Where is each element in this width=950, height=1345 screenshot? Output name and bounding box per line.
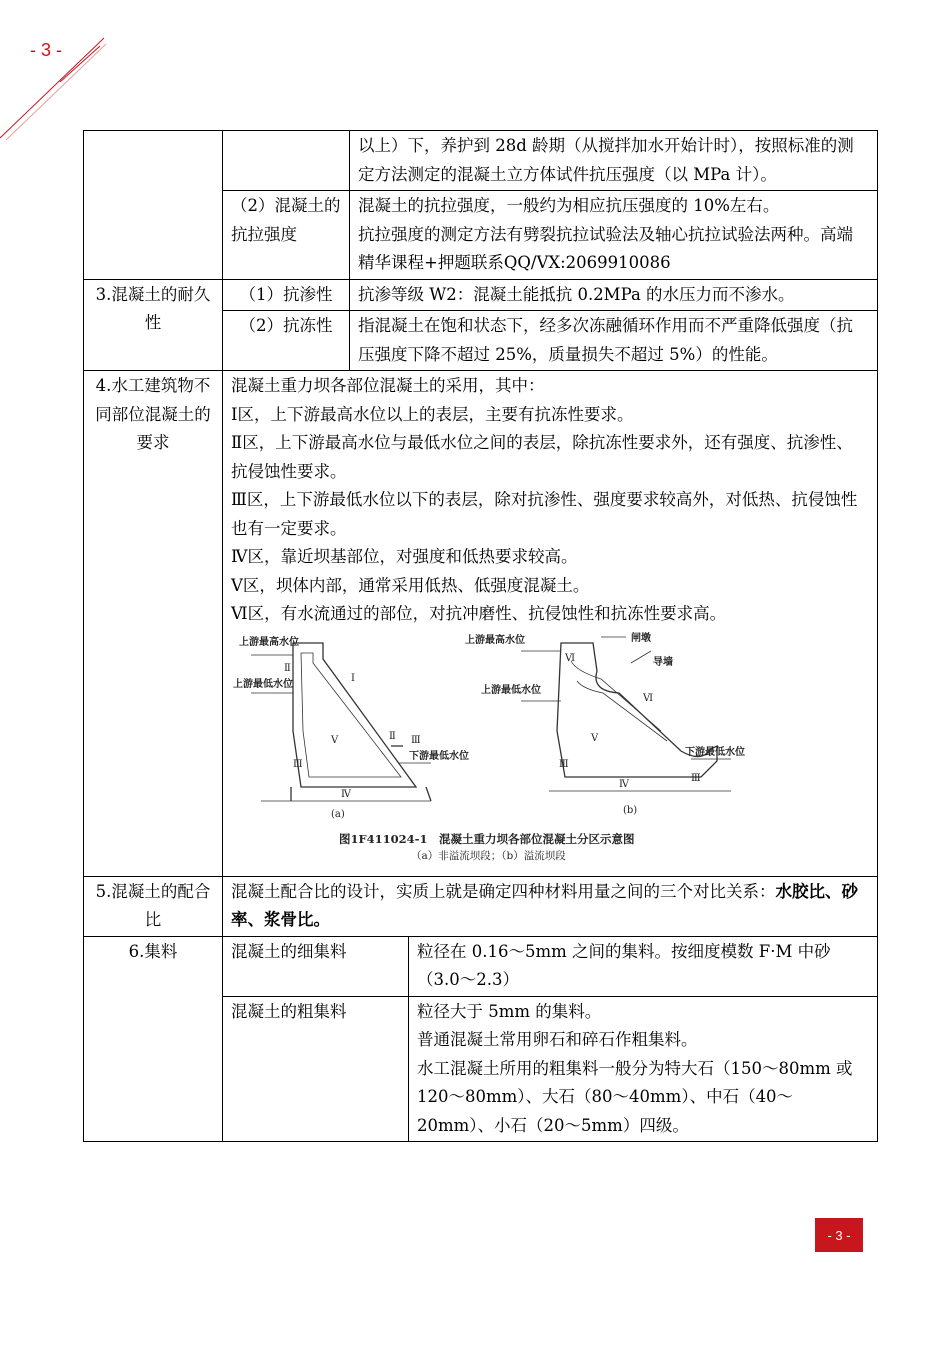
mix-bold: 水胶比、砂率、浆骨比。: [231, 881, 858, 929]
strength-category-cell: [84, 131, 223, 280]
tensile-line: 抗拉强度的测定方法有劈裂抗拉试验法及轴心抗拉试验法两种。高端精华课程+押题联系QQ/VX:2069910086: [358, 224, 853, 272]
page-number-bottom: - 3 -: [815, 1218, 863, 1252]
coarse-line: 普通混凝土常用卵石和碎石作粗集料。: [417, 1030, 698, 1049]
label-down-low-b: 下游最低水位: [685, 746, 745, 758]
mix-content: [223, 876, 878, 936]
label-up-low-b: 上游最低水位: [481, 684, 541, 696]
zone-label: Ⅵ: [565, 652, 576, 664]
mix-text: 混凝土配合比的设计，实质上就是确定四种材料用量之间的三个对比关系：: [231, 881, 776, 901]
compressive-label-cell: [223, 131, 350, 191]
zone-label: Ⅲ: [691, 772, 701, 784]
zone-label: Ⅱ: [389, 730, 396, 742]
zones-category: 4.水工建筑物不同部位混凝土的要求: [84, 371, 223, 877]
dam-a-foot2: [426, 787, 431, 801]
table-row: [84, 936, 878, 996]
zones-line: 混凝土重力坝各部位混凝土的采用，其中：: [231, 376, 545, 395]
impermeability-label: （1）抗渗性: [223, 279, 350, 311]
dam-a-outline: [293, 643, 416, 787]
aggregate-category: 6.集料: [84, 936, 223, 1142]
zone-label: Ⅲ: [559, 758, 569, 770]
durability-category: 3.混凝土的耐久性: [84, 279, 223, 371]
fine-text: 粒径在 0.16～5mm 之间的集料。按细度模数 F·M 中砂（3.0～2.3）: [409, 936, 878, 996]
zone-label: Ⅵ: [643, 692, 654, 704]
dam-zoning-figure: [231, 629, 869, 875]
zones-line: Ⅲ区，上下游最低水位以下的表层，除对抗渗性、强度要求较高外，对低热、抗侵蚀性也有一定要求。: [231, 490, 858, 538]
label-up-high-a: 上游最高水位: [239, 636, 299, 648]
zones-content: [223, 371, 878, 877]
coarse-line: 水工混凝土所用的粗集料一般分为特大石（150～80mm 或 120～80mm）、大石（80～40mm）、中石（40～20mm）、小石（20～5mm）四级。: [417, 1058, 853, 1135]
figure-label-a: (a): [331, 808, 345, 820]
coarse-label: 混凝土的粗集料: [223, 996, 409, 1142]
coarse-text: [409, 996, 878, 1142]
coarse-line: 粒径大于 5mm 的集料。: [417, 1001, 602, 1021]
label-guide-wall: 导墙: [653, 656, 673, 668]
tensile-label: （2）混凝土的抗拉强度: [223, 191, 350, 280]
zones-line: Ⅰ区，上下游最高水位以上的表层，主要有抗冻性要求。: [231, 404, 634, 424]
tensile-line: 混凝土的抗拉强度，一般约为相应抗压强度的 10%左右。: [358, 196, 780, 215]
compressive-text: 以上）下，养护到 28d 龄期（从搅拌加水开始计时），按照标准的测定方法测定的混凝土立方体试件抗压强度（以 MPa 计）。: [350, 131, 878, 191]
zones-line: Ⅱ区，上下游最高水位与最低水位之间的表层，除抗冻性要求外，还有强度、抗渗性、抗侵蚀性要求。: [231, 433, 853, 481]
zones-line: Ⅵ区，有水流通过的部位，对抗冲磨性、抗侵蚀性和抗冻性要求高。: [231, 604, 727, 623]
figure-label-b: (b): [623, 804, 638, 816]
table-row: [84, 371, 878, 877]
dam-b-guide2: [577, 681, 667, 741]
content-table: [83, 130, 878, 1142]
zone-label: Ⅰ: [351, 672, 355, 684]
corner-decoration: [0, 0, 120, 150]
figure-subcaption: （a）非溢流坝段；（b）溢流坝段: [411, 849, 566, 862]
table-row: [84, 131, 878, 191]
label-up-high-b: 上游最高水位: [465, 634, 525, 646]
frost-label: （2）抗冻性: [223, 311, 350, 371]
frost-text: 指混凝土在饱和状态下，经多次冻融循环作用而不严重降低强度（抗压强度下降不超过 25%，质量损失不超过 5%）的性能。: [350, 311, 878, 371]
page-number-top: - 3 -: [30, 40, 63, 60]
table-row: [84, 279, 878, 311]
label-down-low-a: 下游最低水位: [409, 750, 469, 762]
table-row: [84, 876, 878, 936]
mix-category: 5.混凝土的配合比: [84, 876, 223, 936]
zones-line: Ⅴ区，坝体内部，通常采用低热、低强度混凝土。: [231, 575, 590, 595]
zone-label: Ⅱ: [284, 662, 291, 674]
zone-label: Ⅴ: [591, 732, 599, 744]
zone-label: Ⅲ: [293, 758, 303, 770]
zone-label: Ⅴ: [331, 734, 339, 746]
label-up-low-a: 上游最低水位: [233, 678, 293, 690]
zones-line: Ⅳ区，靠近坝基部位，对强度和低热要求较高。: [231, 547, 578, 566]
dam-a-inner: [301, 653, 401, 777]
dam-diagram: [231, 631, 871, 871]
figure-caption: 图1F411024-1 混凝土重力坝各部位混凝土分区示意图: [339, 831, 635, 846]
fine-label: 混凝土的细集料: [223, 936, 409, 996]
zone-label: Ⅳ: [619, 778, 629, 790]
label-pier: 闸墩: [631, 632, 651, 644]
tensile-text: [350, 191, 878, 280]
zone-label: Ⅲ: [411, 734, 421, 746]
impermeability-text: 抗渗等级 W2：混凝土能抵抗 0.2MPa 的水压力而不渗水。: [350, 279, 878, 311]
zone-label: Ⅳ: [341, 788, 351, 800]
